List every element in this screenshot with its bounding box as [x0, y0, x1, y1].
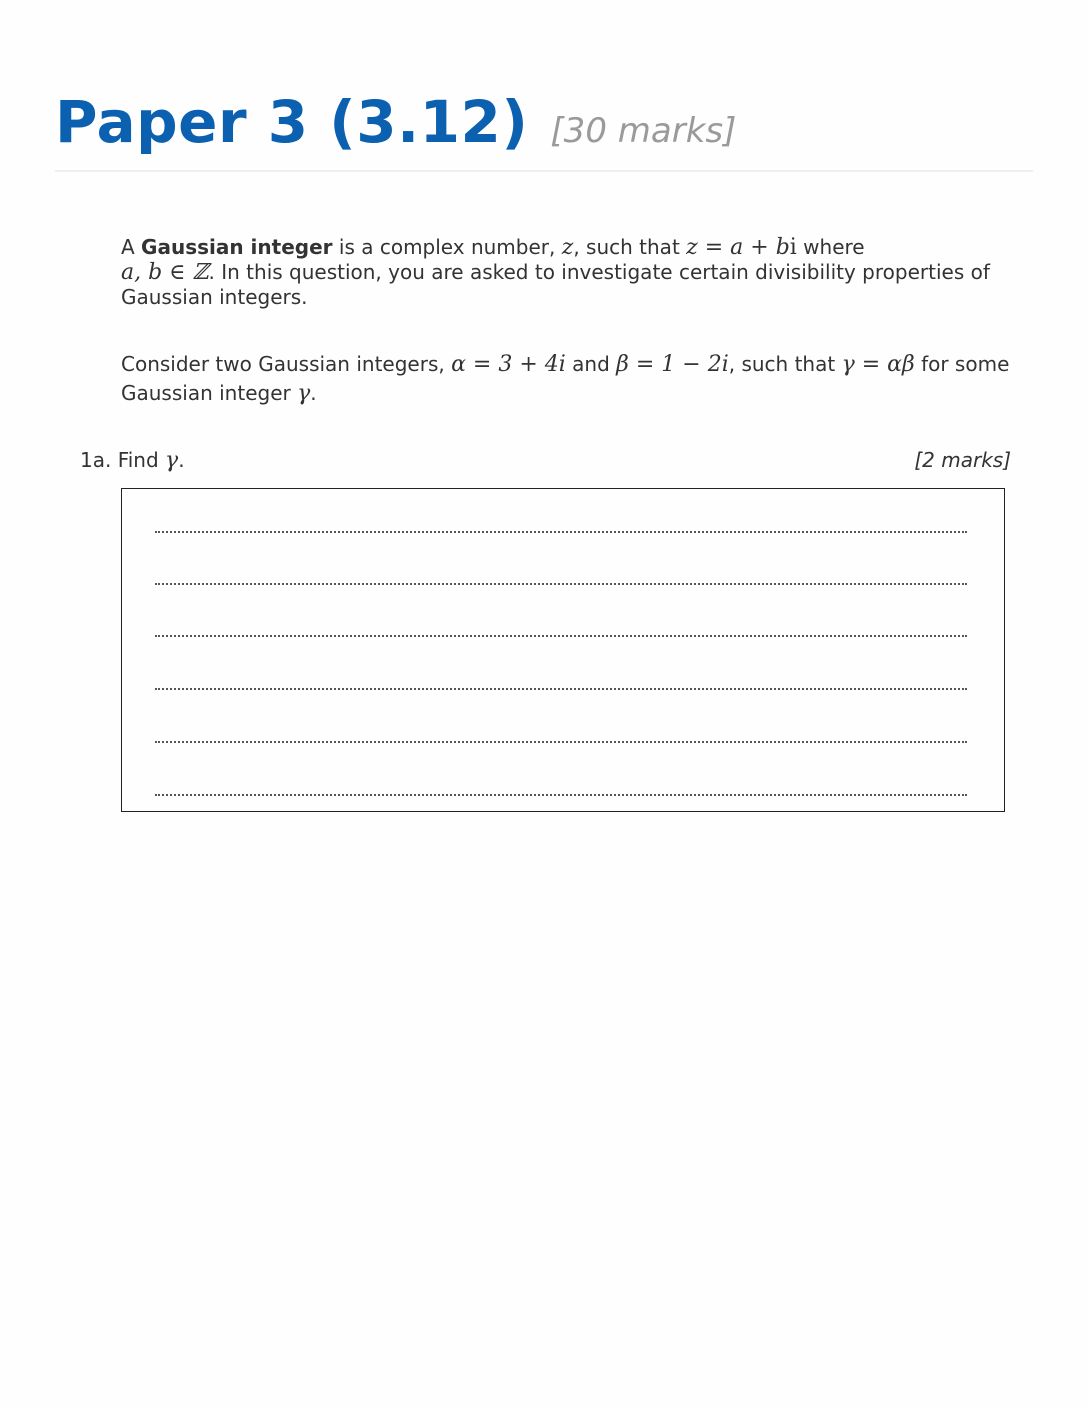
- text: , such that: [728, 352, 842, 376]
- text: is a complex number,: [332, 235, 562, 259]
- text: for some Gaussian integer: [121, 352, 1010, 405]
- question-1a: [80, 448, 1011, 473]
- question-prompt: [80, 448, 185, 473]
- math-set: a, b ∈ ℤ: [121, 260, 209, 285]
- page-title: Paper 3 (3.12): [55, 88, 529, 156]
- text: where: [796, 235, 865, 259]
- math-gamma: γ: [297, 381, 311, 406]
- answer-line[interactable]: [155, 583, 967, 585]
- math-imaginary-unit: i: [789, 235, 797, 260]
- math-beta: β = 1 − 2i: [616, 352, 729, 377]
- math-z: z: [561, 235, 574, 260]
- answer-box[interactable]: [121, 488, 1005, 812]
- math-definition: [686, 235, 797, 260]
- math-gamma: γ: [165, 448, 179, 473]
- page-header: [55, 88, 1033, 156]
- text: and: [565, 352, 617, 376]
- question-number: 1a.: [80, 448, 112, 472]
- answer-line[interactable]: [155, 635, 967, 637]
- answer-line[interactable]: [155, 794, 967, 796]
- term-gaussian-integer: Gaussian integer: [141, 235, 333, 259]
- header-divider: [55, 170, 1033, 172]
- title-row: [55, 88, 1033, 156]
- answer-line[interactable]: [155, 741, 967, 743]
- math-equation: z = a + b: [686, 235, 790, 260]
- text: .: [310, 381, 317, 405]
- text: A: [121, 235, 142, 259]
- total-marks: [30 marks]: [550, 111, 737, 151]
- text: , such that: [573, 235, 687, 259]
- text: Consider two Gaussian integers,: [121, 352, 452, 376]
- text: .: [178, 448, 185, 472]
- answer-line[interactable]: [155, 688, 967, 690]
- math-alpha: α = 3 + 4i: [451, 352, 566, 377]
- intro-paragraph-1: [121, 235, 1011, 310]
- question-text: Find: [117, 448, 166, 472]
- question-marks: [2 marks]: [914, 448, 1011, 472]
- math-gamma-product: γ = αβ: [841, 352, 915, 377]
- answer-line[interactable]: [155, 531, 967, 533]
- text: . In this question, you are asked to investigate certain divisibility properties of Gaussian integers.: [121, 260, 990, 309]
- intro-paragraph-2: [121, 350, 1011, 408]
